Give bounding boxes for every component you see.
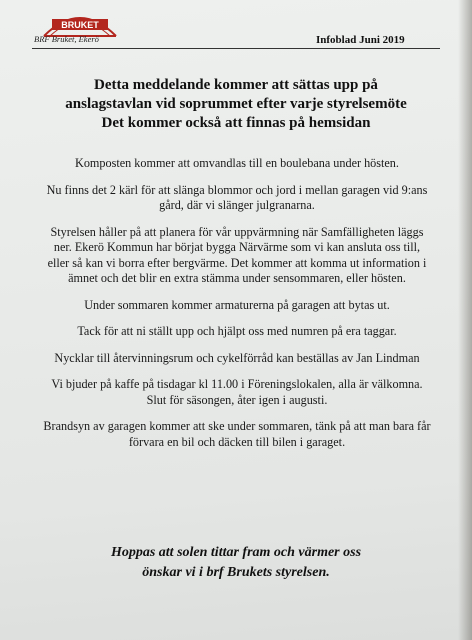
closing-line-1: Hoppas att solen tittar fram och värmer oss <box>110 545 362 560</box>
logo-caption: BRF Bruket, Ekerö <box>34 34 99 44</box>
notice-body <box>42 156 432 461</box>
headline-line-2: anslagstavlan vid soprummet efter varje styrelsemöte <box>65 96 407 112</box>
closing-line-2: önskar vi i brf Brukets styrelsen. <box>142 565 330 580</box>
paragraph-coffee: Vi bjuder på kaffe på tisdagar kl 11.00 i Föreningslokalen, alla är välkomna. Slut för säsongen, åter igen i augusti. <box>51 377 423 407</box>
paragraph-heating: Styrelsen håller på att planera för vår uppvärmning när Samfälligheten läggs ner. Ekerö Kommun har börjat bygga Närvärme som vi kan ansluta oss till, eller så kan vi borra efter bergvärme. Det kommer att komma ut information i ämnet och det blir en extra stämma under sensommaren, eller hösten. <box>47 224 427 285</box>
paragraph-bins: Nu finns det 2 kärl för att slänga blommor och jord i mellan garagen vid 9:ans gård, där vi slänger julgranarna. <box>46 182 428 212</box>
headline-line-3: Det kommer också att finnas på hemsidan <box>101 115 371 131</box>
headline <box>20 76 452 133</box>
paragraph-thanks: Tack för att ni ställt upp och hjälpt oss med numren på era taggar. <box>77 324 397 338</box>
paragraph-fire-inspection: Brandsyn av garagen kommer att ske under sommaren, tänk på att man bara får förvara en bil och däcken till bilen i garaget. <box>43 419 431 449</box>
paragraph-compost: Komposten kommer att omvandlas till en boulebana under hösten. <box>75 156 399 170</box>
header-rule <box>32 48 440 49</box>
page-edge-shadow <box>458 0 472 640</box>
headline-line-1: Detta meddelande kommer att sättas upp på <box>94 77 378 93</box>
issue-date: Infoblad Juni 2019 <box>316 34 405 46</box>
closing-message <box>30 543 442 583</box>
logo-text: BRUKET <box>61 20 99 30</box>
paragraph-keys: Nycklar till återvinningsrum och cykelförråd kan beställas av Jan Lindman <box>54 350 420 365</box>
paragraph-lighting: Under sommaren kommer armaturerna på garagen att bytas ut. <box>84 297 390 312</box>
